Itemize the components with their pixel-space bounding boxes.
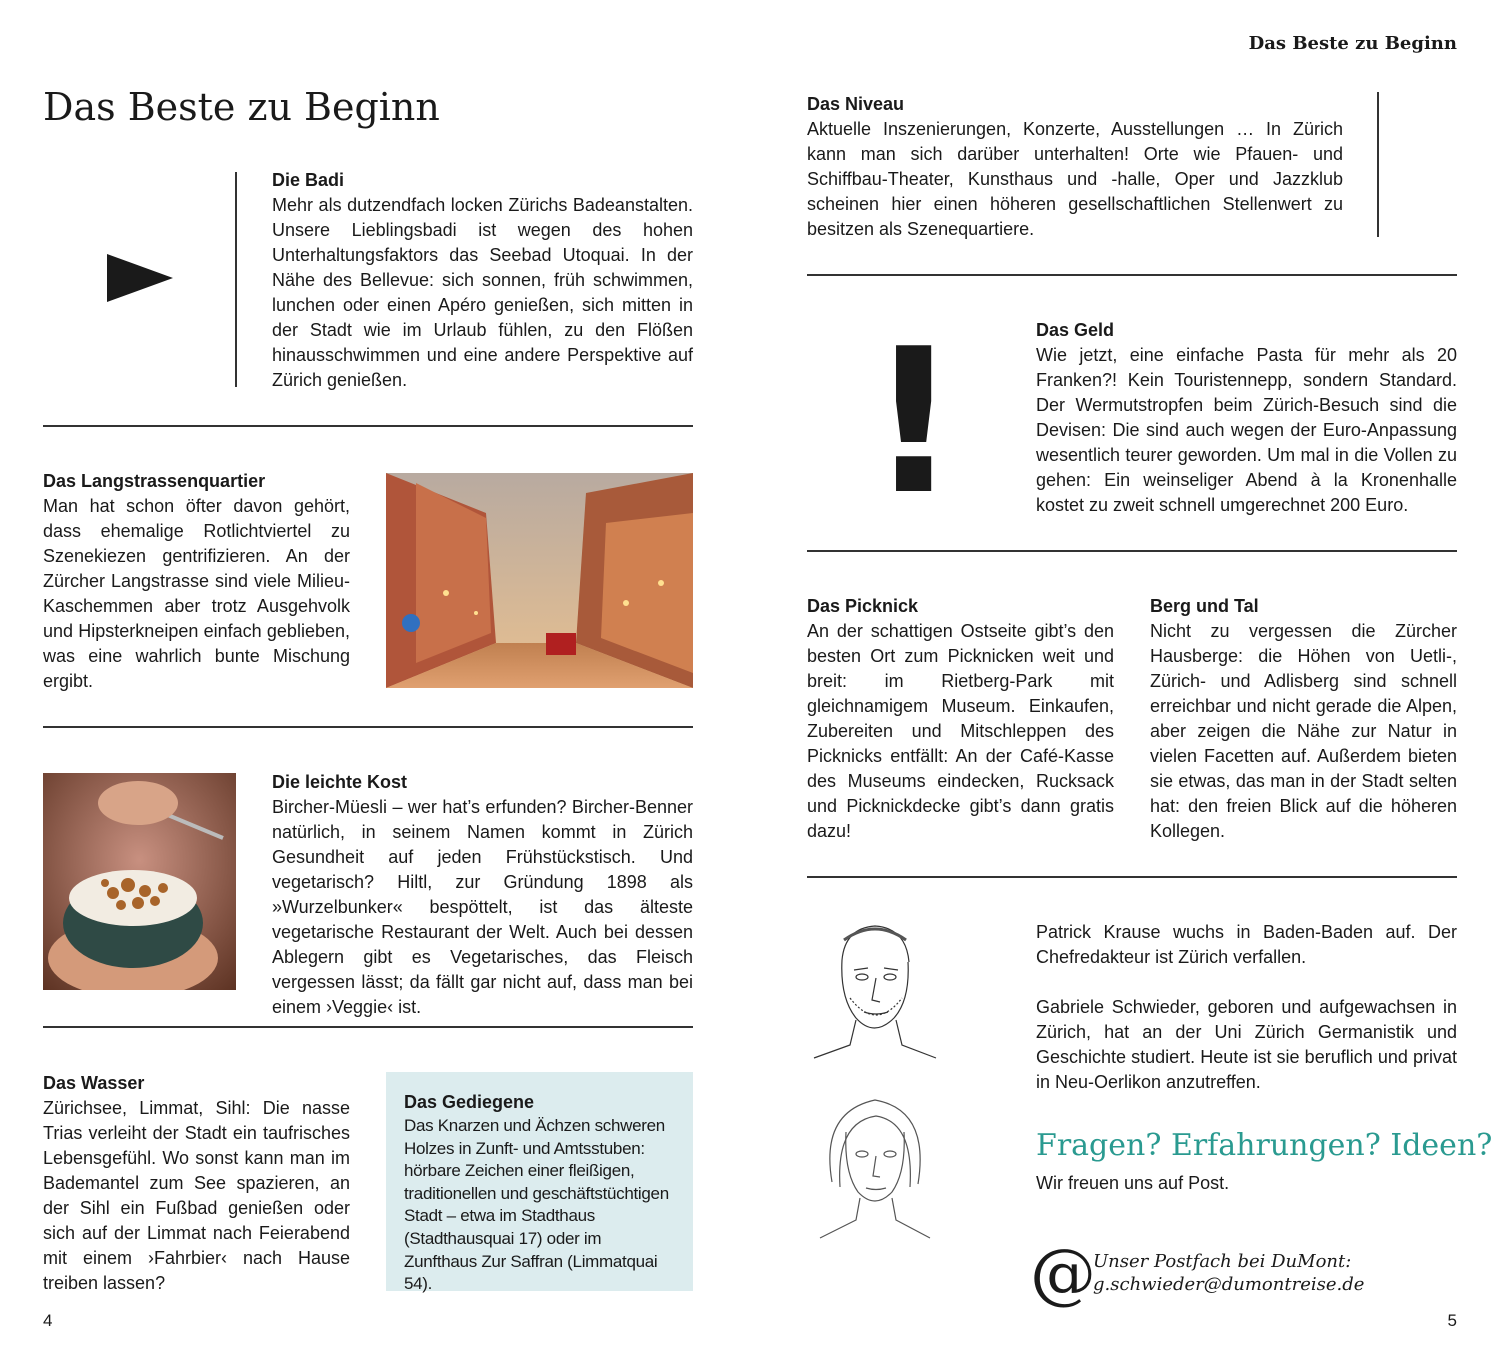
street-photo	[386, 473, 693, 688]
section-title: Das Geld	[1036, 320, 1115, 340]
section-title: Das Picknick	[807, 596, 919, 616]
section-title: Das Gediegene	[404, 1092, 535, 1112]
page-number-left: 4	[43, 1311, 53, 1330]
postfach-label: Unser Postfach bei DuMont:	[1093, 1251, 1352, 1272]
email-link[interactable]: g.schwieder@dumontreise.de	[1093, 1274, 1365, 1295]
section-text: Wie jetzt, eine einfache Pasta für mehr als 20 Franken?! Kein Touristennepp, sondern Standard. Der Wermutstropfen beim Zürich-Besuch sind die Devisen: Die sind auch wegen der Euro-Anpassung wesentlich teurer geworden. Um mal in die Vollen zu gehen: Ein weinseliger Abend à la Kronenhalle kostet zu zweit schnell umgerechnet 200 Euro.	[1036, 345, 1457, 515]
info-box-gediegene	[386, 1072, 693, 1294]
muesli-photo	[43, 773, 236, 990]
section-text: An der schattigen Ostseite gibt’s den besten Ort zum Picknicken weit und breit: im Rietberg-Park mit gleichnamigem Museum. Einkaufen, Zubereiten und Mitschleppen des Picknicks entfällt: An der Café-Kasse des Museums eindecken, Rucksack und Picknickdecke gibt’s dann gratis dazu!	[807, 621, 1114, 841]
section-badi	[272, 168, 693, 393]
section-title: Das Langstrassenquartier	[43, 471, 266, 491]
cta-headline: Fragen? Erfahrungen? Ideen?	[1036, 1128, 1493, 1163]
play-arrow-icon	[105, 252, 175, 304]
section-title: Das Niveau	[807, 94, 905, 114]
divider	[807, 550, 1457, 552]
section-text: Nicht zu vergessen die Zürcher Hausberge: die Höhen von Uetli-, Zürich- und Adlisberg sind schnell erreichbar und nicht gerade die Alpen, aber zeigen die Nähe zur Natur in vielen Facetten auf. Außerdem bieten sie etwas, das man in der Stadt selten hat: den freien Blick auf die höheren Kollegen.	[1150, 621, 1457, 841]
vertical-rule	[235, 172, 237, 387]
section-text: Mehr als dutzendfach locken Zürichs Badeanstalten. Unsere Lieblingsbadi ist wegen des hohen Unterhaltungsfaktors das Seebad Utoquai. In der Nähe des Bellevue: sich sonnen, früh schwimmen, lunchen oder einen Apéro genießen, sich mitten in der Stadt wie im Urlaub fühlen, zu den Flößen hinausschwimmen und eine andere Perspektive auf Zürich genießen.	[272, 195, 693, 390]
section-leichte-kost	[272, 770, 693, 1020]
vertical-rule	[1377, 92, 1379, 237]
section-text: Bircher-Müesli – wer hat’s erfunden? Bircher-Benner natürlich, in seinem Namen kommt in Zürich Gesundheit auf jeden Frühstückstisch. Und vegetarisch? Hiltl, zur Gründung 1898 als »Wurzelbunker« bespöttelt, ist das älteste vegetarische Restaurant der Welt. Auch bei dessen Ablegern gibt es Vegetarisches, das Fleisch vergessen lässt; da fällt gar nicht auf, dass man bei einem ›Veggie‹ ist.	[272, 797, 693, 1017]
section-geld	[1036, 318, 1457, 518]
section-text: Man hat schon öfter davon gehört, dass ehemalige Rotlichtviertel zu Szenekiezen gentrifizieren. An der Zürcher Langstrasse sind viele Milieu-Kaschemmen aber trotz Ausgehvolk und Hipsterkneipen einfach geblieben, was eine wahrlich bunte Mischung ergibt.	[43, 496, 350, 691]
author-bio-schwieder: Gabriele Schwieder, geboren und aufgewachsen in Zürich, hat an der Uni Zürich Germanistik und Geschichte studiert. Heute ist sie beruflich und privat in Neu-Oerlikon anzutreffen.	[1036, 997, 1457, 1092]
divider	[807, 876, 1457, 878]
section-text: Das Knarzen und Ächzen schweren Holzes in Zunft- und Amtsstuben: hörbare Zeichen einer fleißigen, traditionellen und geschäftstüchtigen Stadt – etwa im Stadthaus (Stadthausquai 17) oder im Zunfthaus Zur Saffran (Limmatquai 54).	[404, 1116, 669, 1294]
section-title: Das Wasser	[43, 1073, 145, 1093]
section-text: Zürichsee, Limmat, Sihl: Die nasse Trias verleiht der Stadt ein taufrisches Lebensgefühl. Wo sonst kann man im Bademantel zum See spazieren, an der Sihl ein Fußbad genießen oder sich auf der Limmat nach Feierabend mit einem ›Fahrbier‹ nach Hause treiben lassen?	[43, 1098, 350, 1293]
divider	[43, 1026, 693, 1028]
section-picknick	[807, 594, 1114, 844]
section-niveau	[807, 92, 1343, 242]
author-bio-krause: Patrick Krause wuchs in Baden-Baden auf. Der Chefredakteur ist Zürich verfallen.	[1036, 922, 1457, 967]
section-langstrasse	[43, 469, 350, 694]
page-number-right: 5	[1447, 1311, 1457, 1330]
section-title: Die Badi	[272, 170, 345, 190]
divider	[807, 274, 1457, 276]
section-title: Die leichte Kost	[272, 772, 408, 792]
running-header: Das Beste zu Beginn	[1248, 33, 1457, 54]
exclamation-icon: !	[868, 306, 960, 539]
section-title: Berg und Tal	[1150, 596, 1259, 616]
divider	[43, 425, 693, 427]
page-title: Das Beste zu Beginn	[43, 85, 440, 129]
cta-subline: Wir freuen uns auf Post.	[1036, 1173, 1230, 1193]
section-text: Aktuelle Inszenierungen, Konzerte, Ausstellungen … In Zürich kann man sich darüber unterhalten! Orte wie Pfauen- und Schiffbau-Theater, Kunsthaus und -halle, Oper und Jazzklub scheinen hier einen höheren gesellschaftlichen Stellenwert zu besitzen als Szenequartiere.	[807, 119, 1343, 239]
at-icon: @	[1030, 1235, 1096, 1312]
author-portrait-krause	[810, 920, 940, 1060]
section-wasser	[43, 1071, 350, 1296]
divider	[43, 726, 693, 728]
section-berg-und-tal	[1150, 594, 1457, 844]
author-portrait-schwieder	[810, 1092, 940, 1242]
